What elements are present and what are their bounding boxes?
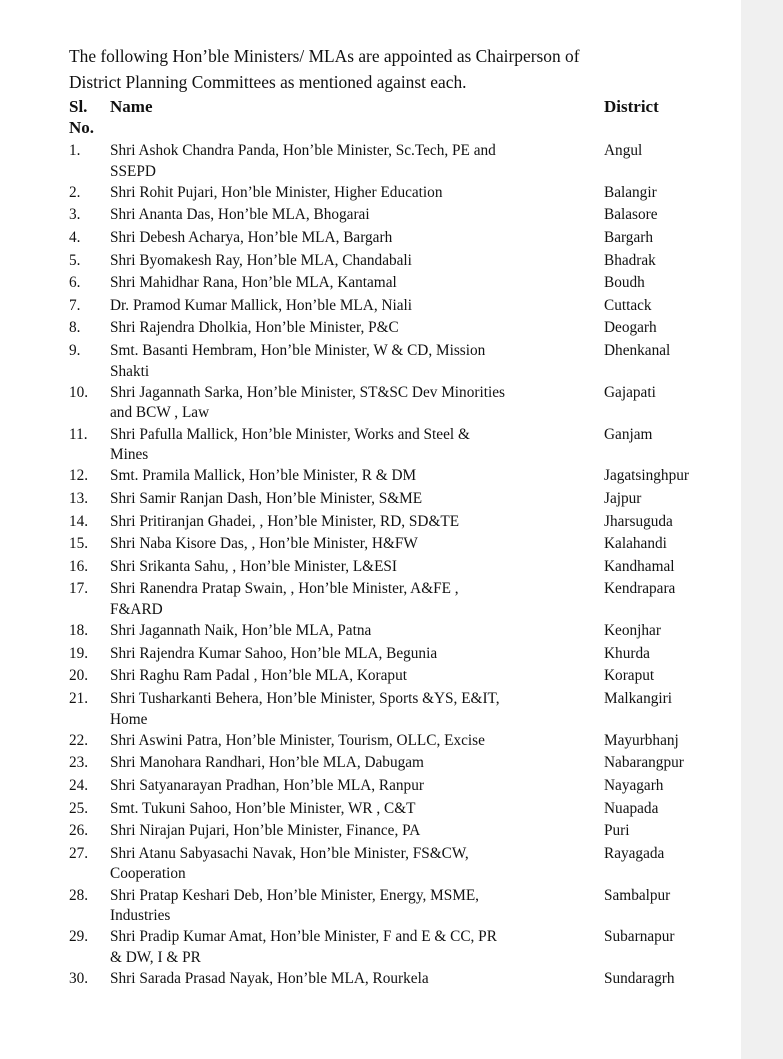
- row-district: Nayagarh: [604, 777, 664, 794]
- row-sl-no: 27.: [69, 844, 89, 862]
- table-header: [0, 96, 741, 140]
- row-sl-no: 24.: [69, 777, 89, 794]
- row-sl-no: 30.: [69, 970, 89, 988]
- row-district: Bhadrak: [604, 251, 656, 269]
- row-name-line: Shri Rajendra Dholkia, Hon’ble Minister, P&C: [110, 319, 399, 337]
- row-name: [110, 731, 590, 752]
- row-name-line: Shri Raghu Ram Padal , Hon’ble MLA, Koraput: [110, 667, 407, 685]
- row-name-line: Shri Nirajan Pujari, Hon’ble Minister, Finance, PA: [110, 822, 421, 840]
- row-name-line: Home: [110, 710, 148, 728]
- row-name-line: Smt. Basanti Hembram, Hon’ble Minister, W & CD, Mission: [110, 342, 486, 359]
- row-sl-no: 18.: [69, 622, 89, 640]
- row-district: Keonjhar: [604, 622, 661, 640]
- row-district: Malkangiri: [604, 690, 672, 707]
- row-district: Khurda: [604, 644, 650, 662]
- row-name: [110, 579, 590, 620]
- row-name: [110, 689, 590, 730]
- row-district: Nuapada: [604, 799, 659, 817]
- row-name: [110, 844, 590, 885]
- row-district: Nabarangpur: [604, 754, 684, 772]
- row-district: Gajapati: [604, 383, 656, 401]
- row-name-line: Smt. Pramila Mallick, Hon’ble Minister, R & DM: [110, 467, 417, 485]
- row-district: Puri: [604, 822, 630, 840]
- row-name: [110, 296, 590, 317]
- intro-paragraph: [69, 43, 709, 95]
- row-sl-no: 8.: [69, 319, 81, 337]
- header-district: District: [604, 97, 659, 116]
- row-name-line: Shri Pratap Keshari Deb, Hon’ble Minister, Energy, MSME,: [110, 886, 480, 904]
- row-name-line: & DW, I & PR: [110, 948, 201, 966]
- row-sl-no: 16.: [69, 557, 89, 575]
- row-sl-no: 15.: [69, 535, 89, 553]
- row-name-line: Shri Naba Kisore Das, , Hon’ble Minister, H&FW: [110, 535, 418, 553]
- row-name: [110, 228, 590, 249]
- row-district: Bargarh: [604, 229, 653, 246]
- row-name-line: Shri Ashok Chandra Panda, Hon’ble Minister, Sc.Tech, PE and: [110, 142, 496, 159]
- row-district: Kendrapara: [604, 580, 676, 598]
- row-district: Angul: [604, 142, 643, 159]
- row-sl-no: 25.: [69, 799, 89, 817]
- row-name: [110, 273, 590, 294]
- row-sl-no: 14.: [69, 512, 89, 530]
- row-sl-no: 11.: [69, 425, 88, 443]
- row-name-line: Shri Ranendra Pratap Swain, , Hon’ble Minister, A&FE ,: [110, 580, 459, 598]
- row-name-line: F&ARD: [110, 600, 163, 618]
- row-name-line: Shri Atanu Sabyasachi Navak, Hon’ble Minister, FS&CW,: [110, 844, 469, 862]
- header-name: Name: [110, 97, 153, 116]
- row-sl-no: 1.: [69, 142, 81, 159]
- row-name: [110, 341, 590, 382]
- row-sl-no: 4.: [69, 229, 81, 246]
- row-sl-no: 12.: [69, 467, 89, 485]
- row-district: Dhenkanal: [604, 342, 671, 359]
- row-name-line: Shri Byomakesh Ray, Hon’ble MLA, Chandabali: [110, 251, 412, 269]
- row-district: Rayagada: [604, 844, 665, 862]
- row-name: [110, 621, 590, 642]
- row-name-line: Shri Rohit Pujari, Hon’ble Minister, Higher Education: [110, 183, 443, 201]
- row-sl-no: 28.: [69, 886, 89, 904]
- row-district: Sambalpur: [604, 886, 671, 904]
- row-name-line: Shri Pafulla Mallick, Hon’ble Minister, Works and Steel &: [110, 425, 470, 443]
- row-name: [110, 969, 590, 990]
- row-name-line: Shri Manohara Randhari, Hon’ble MLA, Dabugam: [110, 754, 424, 772]
- row-district: Subarnapur: [604, 928, 675, 946]
- row-sl-no: 5.: [69, 251, 81, 269]
- row-name: [110, 753, 590, 774]
- row-name-line: Shri Pritiranjan Ghadei, , Hon’ble Minister, RD, SD&TE: [110, 512, 460, 530]
- row-sl-no: 6.: [69, 274, 81, 292]
- row-name: [110, 425, 590, 466]
- row-name-line: Dr. Pramod Kumar Mallick, Hon’ble MLA, Niali: [110, 296, 413, 314]
- row-name: [110, 644, 590, 665]
- intro-line-1: The following Hon’ble Ministers/ MLAs are appointed as Chairperson of: [69, 46, 580, 66]
- row-name-line: Shri Debesh Acharya, Hon’ble MLA, Bargarh: [110, 229, 393, 246]
- row-name-line: Shri Jagannath Sarka, Hon’ble Minister, ST&SC Dev Minorities: [110, 383, 505, 401]
- header-sl-label: Sl.: [69, 97, 88, 116]
- intro-line-2: District Planning Committees as mentioned against each.: [69, 72, 467, 92]
- row-name: [110, 489, 590, 510]
- row-name: [110, 466, 590, 487]
- row-name: [110, 141, 590, 182]
- row-sl-no: 17.: [69, 580, 89, 598]
- row-name: [110, 776, 590, 797]
- row-name: [110, 205, 590, 226]
- row-sl-no: 21.: [69, 690, 89, 707]
- row-name-line: Shri Jagannath Naik, Hon’ble MLA, Patna: [110, 622, 372, 640]
- row-name-line: and BCW , Law: [110, 404, 210, 422]
- row-name-line: Industries: [110, 907, 171, 925]
- row-name: [110, 799, 590, 820]
- row-sl-no: 10.: [69, 383, 89, 401]
- row-sl-no: 23.: [69, 754, 89, 772]
- row-district: Balasore: [604, 206, 658, 224]
- row-sl-no: 26.: [69, 822, 89, 840]
- row-sl-no: 19.: [69, 644, 89, 662]
- row-district: Jharsuguda: [604, 512, 673, 530]
- row-name-line: Smt. Tukuni Sahoo, Hon’ble Minister, WR , C&T: [110, 799, 416, 817]
- row-name: [110, 512, 590, 533]
- row-district: Balangir: [604, 183, 657, 201]
- row-name-line: Shri Srikanta Sahu, , Hon’ble Minister, L&ESI: [110, 557, 398, 575]
- row-name-line: Shri Mahidhar Rana, Hon’ble MLA, Kantamal: [110, 274, 397, 292]
- row-district: Cuttack: [604, 296, 652, 314]
- row-name-line: Shri Sarada Prasad Nayak, Hon’ble MLA, Rourkela: [110, 970, 429, 988]
- row-name: [110, 821, 590, 842]
- row-name-line: Shri Tusharkanti Behera, Hon’ble Minister, Sports &YS, E&IT,: [110, 690, 500, 707]
- row-sl-no: 2.: [69, 183, 81, 201]
- row-sl-no: 7.: [69, 296, 81, 314]
- row-name-line: Shri Aswini Patra, Hon’ble Minister, Tourism, OLLC, Excise: [110, 731, 485, 749]
- header-sl-no: [69, 96, 109, 138]
- row-sl-no: 20.: [69, 667, 89, 685]
- row-district: Deogarh: [604, 319, 657, 337]
- row-name-line: Shri Pradip Kumar Amat, Hon’ble Minister, F and E & CC, PR: [110, 928, 497, 946]
- row-district: Mayurbhanj: [604, 731, 679, 749]
- row-name: [110, 183, 590, 204]
- row-sl-no: 13.: [69, 490, 89, 507]
- row-name-line: Shakti: [110, 362, 150, 380]
- row-district: Boudh: [604, 274, 645, 292]
- row-name: [110, 383, 590, 424]
- row-name-line: Shri Ananta Das, Hon’ble MLA, Bhogarai: [110, 206, 370, 224]
- row-name: [110, 534, 590, 555]
- row-sl-no: 29.: [69, 928, 89, 946]
- row-name-line: Cooperation: [110, 865, 186, 883]
- row-name-line: SSEPD: [110, 162, 156, 180]
- viewer-margin: [741, 0, 783, 1059]
- row-district: Ganjam: [604, 425, 653, 443]
- row-name-line: Mines: [110, 446, 149, 464]
- row-name-line: Shri Satyanarayan Pradhan, Hon’ble MLA, Ranpur: [110, 777, 424, 794]
- row-sl-no: 9.: [69, 342, 81, 359]
- row-name: [110, 557, 590, 578]
- row-name: [110, 251, 590, 272]
- row-name: [110, 318, 590, 339]
- row-district: Jagatsinghpur: [604, 467, 689, 485]
- row-district: Sundaragrh: [604, 970, 675, 988]
- row-district: Kandhamal: [604, 557, 675, 575]
- row-name: [110, 666, 590, 687]
- row-sl-no: 3.: [69, 206, 81, 224]
- row-sl-no: 22.: [69, 731, 89, 749]
- row-name-line: Shri Samir Ranjan Dash, Hon’ble Minister, S&ME: [110, 490, 423, 507]
- row-district: Kalahandi: [604, 535, 667, 553]
- row-district: Jajpur: [604, 490, 642, 507]
- row-name: [110, 886, 590, 927]
- row-name: [110, 927, 590, 968]
- row-district: Koraput: [604, 667, 655, 685]
- row-name-line: Shri Rajendra Kumar Sahoo, Hon’ble MLA, Begunia: [110, 644, 438, 662]
- header-no-label: No.: [69, 118, 95, 137]
